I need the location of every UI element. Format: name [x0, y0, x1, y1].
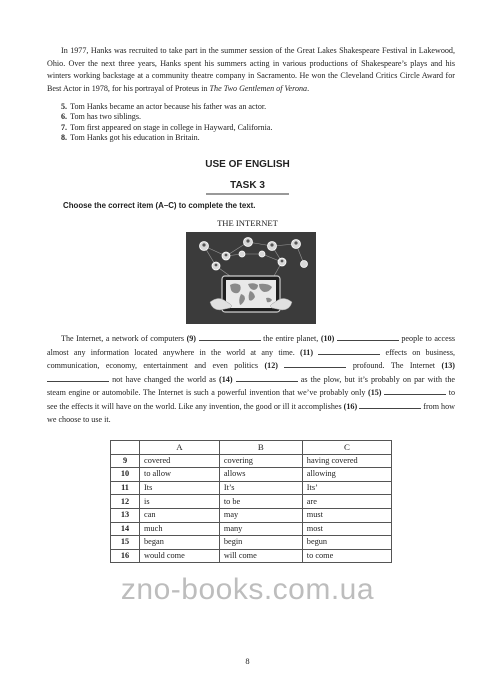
intro-text: In 1977, Hanks was recruited to take part in the summer session of the Great Lakes Shakespeare Festival in Lakewood, Ohio. Over the next three years, Hanks spent his summers acting in various productions of Shakespeare’s plays and his winters working backstage at a community theatre company in Sacramento. He won the Cleveland Critics Circle Award for Best Actor in 1978, for his portrayal of Proteus in	[47, 46, 455, 93]
option-a[interactable]: would come	[140, 549, 220, 563]
option-b[interactable]: will come	[219, 549, 302, 563]
table-row: 12 is to be are	[111, 495, 392, 509]
gap-number: (9)	[186, 334, 196, 343]
statement-item: 8. Tom Hanks got his education in Britain.	[61, 133, 200, 143]
gap-number: (16)	[343, 401, 358, 411]
intro-end: .	[307, 83, 310, 93]
table-row: 14 much many most	[111, 522, 392, 536]
option-c[interactable]: must	[302, 508, 391, 522]
option-c[interactable]: are	[302, 495, 391, 509]
gap-blank[interactable]	[284, 359, 346, 368]
option-c[interactable]: begun	[302, 536, 391, 550]
task-instruction: Choose the correct item (A–C) to complete the text.	[63, 201, 256, 210]
option-b[interactable]: It’s	[219, 481, 302, 495]
task-heading: TASK 3	[230, 180, 265, 191]
column-b-header: B	[219, 441, 302, 455]
option-a[interactable]: Its	[140, 481, 220, 495]
option-a[interactable]: to allow	[140, 468, 220, 482]
option-b[interactable]: many	[219, 522, 302, 536]
table-row: 13 can may must	[111, 508, 392, 522]
intro-paragraph	[47, 45, 455, 95]
table-row: 16 would come will come to come	[111, 549, 392, 563]
gap-blank[interactable]	[318, 346, 380, 355]
option-a[interactable]: began	[140, 536, 220, 550]
option-a[interactable]: covered	[140, 454, 220, 468]
gap-blank[interactable]	[384, 386, 446, 395]
option-b[interactable]: begin	[219, 536, 302, 550]
table-row: 15 began begin begun	[111, 536, 392, 550]
statements-list	[61, 102, 272, 144]
table-row: 9 covered covering having covered	[111, 454, 392, 468]
option-b[interactable]: may	[219, 508, 302, 522]
gap-number: (11)	[300, 347, 314, 357]
play-title: The Two Gentlemen of Verona	[209, 83, 308, 93]
option-b[interactable]: covering	[219, 454, 302, 468]
option-c[interactable]: most	[302, 522, 391, 536]
option-c[interactable]: having covered	[302, 454, 391, 468]
page-number: 8	[245, 656, 250, 666]
article-title: THE INTERNET	[217, 218, 278, 228]
option-c[interactable]: Its’	[302, 481, 391, 495]
answer-options-table	[110, 440, 392, 563]
option-c[interactable]: to come	[302, 549, 391, 563]
gap-number: (13)	[441, 361, 455, 371]
table-row: 10 to allow allows allowing	[111, 468, 392, 482]
statement-item: 6. Tom has two siblings.	[61, 112, 142, 122]
column-c-header: C	[302, 441, 391, 455]
option-b[interactable]: allows	[219, 468, 302, 482]
gap-number: (12)	[264, 361, 278, 371]
option-b[interactable]: to be	[219, 495, 302, 509]
column-a-header: A	[140, 441, 220, 455]
table-row: 11 Its It’s Its’	[111, 481, 392, 495]
statement-item: 7. Tom first appeared on stage in college in Hayward, California.	[61, 122, 273, 132]
gap-blank[interactable]	[47, 373, 109, 382]
option-a[interactable]: can	[140, 508, 220, 522]
option-c[interactable]: allowing	[302, 468, 391, 482]
gap-blank[interactable]	[359, 400, 421, 409]
option-a[interactable]: is	[140, 495, 220, 509]
gap-number: (15)	[368, 388, 382, 398]
gap-blank[interactable]	[337, 332, 399, 341]
tablet-world-map-icon	[186, 232, 316, 324]
gap-number: (14)	[219, 374, 233, 384]
gap-number: (10)	[320, 334, 335, 343]
section-heading: USE OF ENGLISH	[205, 159, 290, 170]
gap-fill-text: The Internet, a network of computers (9) the entire planet, (10) people to access almost any information located anywhere in the world at any time. (11) effects on business, communication, economy, entertainment and even politics (12) profound. The Internet (13) not have changed the world as (14) as the plow, but it’s probably on par with the steam engine or automobile. The Internet is such a powerful invention that we’ve probably only (15) to see the effects it will have on the world. Like any invention, the good or ill it accomplishes (16) from how we choose to use it.	[47, 334, 456, 424]
option-a[interactable]: much	[140, 522, 220, 536]
watermark: zno-books.com.ua	[120, 573, 375, 606]
gap-blank[interactable]	[236, 373, 298, 382]
task-heading-underline	[206, 193, 289, 195]
statement-item: 5. Tom Hanks became an actor because his father was an actor.	[61, 102, 267, 111]
gap-blank[interactable]	[199, 332, 261, 341]
table-header-row	[111, 441, 392, 455]
